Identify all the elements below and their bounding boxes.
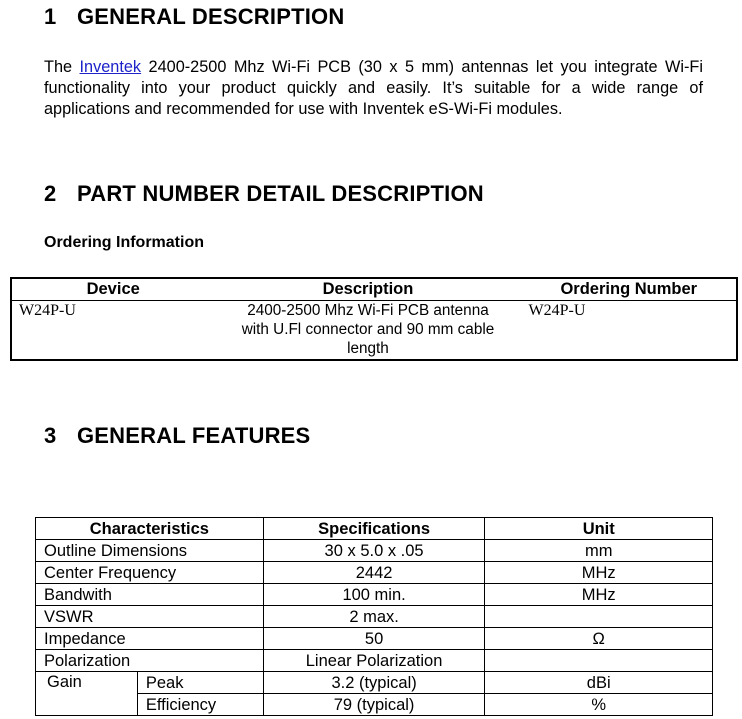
header-device: Device — [11, 278, 214, 301]
description-line: length — [347, 340, 389, 357]
header-unit: Unit — [485, 518, 713, 540]
table-header-row — [11, 278, 737, 301]
gain-cell: Gain — [36, 672, 138, 716]
spec-cell: 100 min. — [263, 584, 485, 606]
ordering-table — [10, 277, 738, 361]
table-row — [11, 301, 737, 361]
table-row — [36, 694, 713, 716]
unit-cell — [485, 650, 713, 672]
gain-subcharacteristic-cell: Peak — [137, 672, 263, 694]
section-title: PART NUMBER DETAIL DESCRIPTION — [77, 181, 484, 206]
unit-cell: Ω — [485, 628, 713, 650]
para-rest: 2400-2500 Mhz Wi-Fi PCB (30 x 5 mm) antennas let you integrate Wi-Fi functionality into your product quickly and easily. It’s suitable for a wide range of applications and recommended for use with Inventek eS-Wi-Fi modules. — [44, 58, 703, 118]
spec-cell: 50 — [263, 628, 485, 650]
section-number: 1 — [44, 4, 57, 29]
table-row — [36, 672, 713, 694]
ordering-number-cell: W24P-U — [528, 302, 586, 319]
general-description-paragraph — [44, 57, 703, 120]
unit-cell: dBi — [485, 672, 713, 694]
characteristic-cell: Center Frequency — [36, 562, 264, 584]
unit-cell: MHz — [485, 562, 713, 584]
characteristic-cell: Outline Dimensions — [36, 540, 264, 562]
characteristic-cell: Polarization — [36, 650, 264, 672]
characteristic-cell: VSWR — [36, 606, 264, 628]
description-line: with U.Fl connector and 90 mm cable — [241, 321, 495, 338]
table-row — [36, 540, 713, 562]
header-characteristics: Characteristics — [36, 518, 264, 540]
features-table — [35, 517, 713, 716]
section-number: 2 — [44, 181, 57, 206]
header-description: Description — [214, 278, 521, 301]
section-1-heading — [44, 4, 344, 30]
spec-cell: 3.2 (typical) — [263, 672, 485, 694]
characteristic-cell: Bandwith — [36, 584, 264, 606]
table-row — [36, 562, 713, 584]
spec-cell: 30 x 5.0 x .05 — [263, 540, 485, 562]
spec-cell: 79 (typical) — [263, 694, 485, 716]
header-specifications: Specifications — [263, 518, 485, 540]
section-title: GENERAL FEATURES — [77, 423, 311, 448]
para-lead: The — [44, 58, 80, 76]
table-row — [36, 584, 713, 606]
section-3-heading — [44, 423, 310, 449]
table-row — [36, 628, 713, 650]
gain-subcharacteristic-cell: Efficiency — [137, 694, 263, 716]
spec-cell: Linear Polarization — [263, 650, 485, 672]
unit-cell — [485, 606, 713, 628]
unit-cell: MHz — [485, 584, 713, 606]
header-ordering-number: Ordering Number — [522, 278, 737, 301]
description-line: 2400-2500 Mhz Wi-Fi PCB antenna — [247, 302, 489, 319]
section-2-heading — [44, 181, 484, 207]
ordering-information-heading: Ordering Information — [44, 234, 204, 251]
spec-cell: 2 max. — [263, 606, 485, 628]
table-row — [36, 606, 713, 628]
description-cell — [214, 301, 521, 361]
unit-cell: % — [485, 694, 713, 716]
spec-cell: 2442 — [263, 562, 485, 584]
table-row — [36, 650, 713, 672]
device-cell: W24P-U — [19, 302, 76, 319]
section-title: GENERAL DESCRIPTION — [77, 4, 345, 29]
inventek-link[interactable]: Inventek — [79, 58, 142, 76]
characteristic-cell: Impedance — [36, 628, 264, 650]
section-number: 3 — [44, 423, 57, 448]
table-header-row — [36, 518, 713, 540]
unit-cell: mm — [485, 540, 713, 562]
